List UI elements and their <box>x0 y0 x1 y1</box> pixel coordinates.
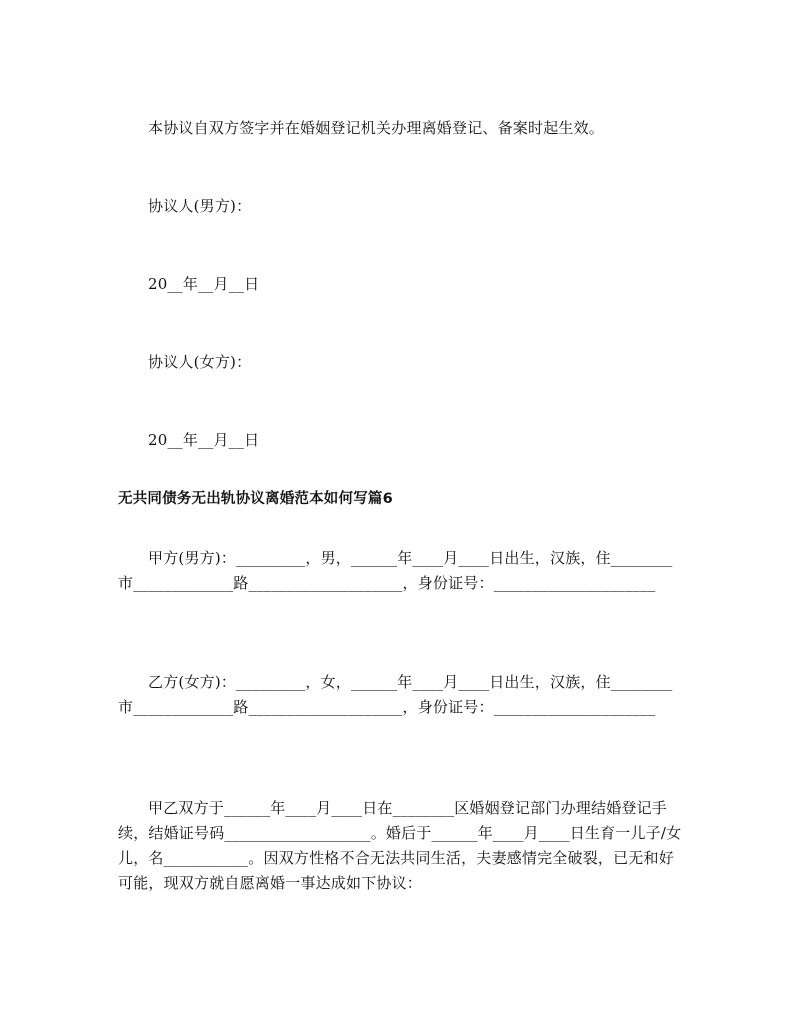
signature-male-label: 协议人(男方)： <box>148 197 252 215</box>
party-b-info: 乙方(女方)：_________，女，______年____月____日出生，汉族，住________市_____________路____________________，身份证号：_____________________ <box>118 673 673 716</box>
party-a-info: 甲方(男方)：_________，男，______年____月____日出生，汉族，住________市_____________路____________________，身份证号：_____________________ <box>118 549 673 592</box>
marriage-facts-paragraph: 甲乙双方于______年____月____日在________区婚姻登记部门办理结婚登记手续，结婚证号码___________________。婚后于______年____月____日生育一儿子/女儿，名___________。因双方性格不合无法共同生活，夫妻感情完全破裂，已无和好可能，现双方就自愿离婚一事达成如下协议： <box>118 799 682 892</box>
signature-female-date: 20__年__月__日 <box>148 431 260 449</box>
section-heading: 无共同债务无出轨协议离婚范本如何写篇6 <box>118 491 393 507</box>
paragraph-effective-clause: 本协议自双方签字并在婚姻登记机关办理离婚登记、备案时起生效。 <box>148 119 605 137</box>
signature-female-label: 协议人(女方)： <box>148 353 252 371</box>
signature-male-date: 20__年__月__日 <box>148 275 260 293</box>
